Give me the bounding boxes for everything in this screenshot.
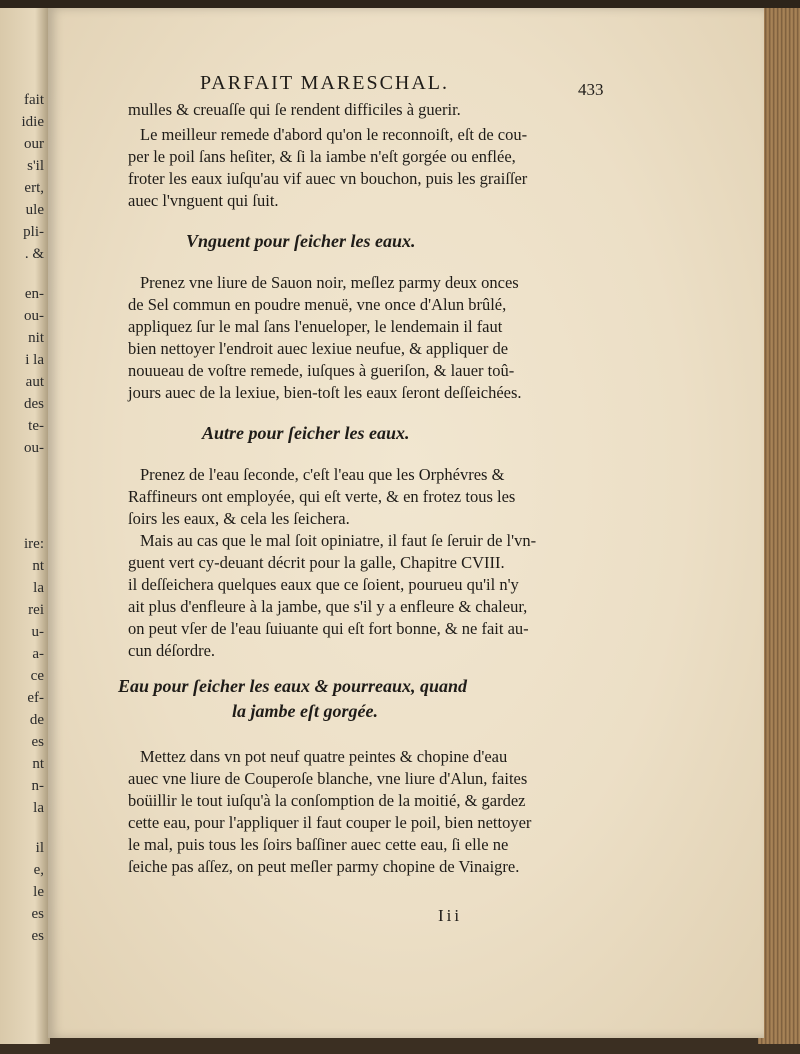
- section-heading-continued: la jambe eſt gorgée.: [232, 701, 378, 721]
- text-line: mulles & creuaſſe qui ſe rendent difficiles à guerir.: [128, 100, 461, 119]
- book-page: [48, 8, 764, 1038]
- text-line: auec vne liure de Couperoſe blanche, vne liure d'Alun, faites: [128, 769, 528, 788]
- facing-page-fragment: le: [33, 884, 44, 900]
- text-line: cun déſordre.: [128, 641, 216, 660]
- facing-page-fragment: e,: [33, 862, 44, 878]
- section-heading: Vnguent pour ſeicher les eaux.: [186, 231, 416, 251]
- facing-page-fragment: la: [33, 580, 44, 596]
- facing-page-fragment: es: [31, 906, 44, 922]
- text-line: on peut vſer de l'eau ſuiuante qui eſt fort bonne, & ne fait au-: [128, 619, 529, 638]
- facing-page-fragment: ou-: [24, 308, 44, 324]
- facing-page-fragment: i la: [25, 352, 44, 368]
- text-line: bien nettoyer l'endroit auec lexiue neufue, & appliquer de: [128, 339, 509, 358]
- facing-page-fragment: aut: [25, 374, 44, 390]
- text-line: auec l'vnguent qui ſuit.: [128, 191, 279, 210]
- facing-page-fragment: s'il: [27, 158, 44, 174]
- facing-page-fragment: il: [35, 840, 44, 856]
- text-line: froter les eaux iuſqu'au vif auec vn bouchon, puis les graiſſer: [128, 169, 528, 188]
- section-heading: Autre pour ſeicher les eaux.: [202, 423, 410, 443]
- text-line: le mal, puis tous les ſoirs baſſiner auec cette eau, ſi elle ne: [128, 835, 509, 854]
- facing-page-fragment: ce: [30, 668, 44, 684]
- facing-page-fragment: nit: [28, 330, 44, 346]
- page-stack-edge: [758, 8, 800, 1044]
- text-line: guent vert cy-deuant décrit pour la galle, Chapitre CVIII.: [128, 553, 505, 572]
- facing-page-fragment: pli-: [23, 224, 44, 240]
- facing-page-fragment: la: [33, 800, 44, 816]
- text-line: Mettez dans vn pot neuf quatre peintes & chopine d'eau: [140, 747, 508, 766]
- facing-page-fragment: te-: [28, 418, 44, 434]
- facing-page-fragment: u-: [31, 624, 44, 640]
- text-line: Le meilleur remede d'abord qu'on le reconnoiſt, eſt de cou-: [140, 125, 528, 144]
- facing-page-fragment: es: [31, 928, 44, 944]
- text-line: per le poil ſans heſiter, & ſi la iambe n'eſt gorgée ou enflée,: [128, 147, 516, 166]
- text-line: nouueau de voſtre remede, iuſques à gueriſon, & lauer toû-: [128, 361, 515, 380]
- facing-page-edge: [0, 8, 50, 1044]
- text-line: Prenez vne liure de Sauon noir, meſlez parmy deux onces: [140, 273, 519, 292]
- text-line: Mais au cas que le mal ſoit opiniatre, il faut ſe ſeruir de l'vn-: [140, 531, 537, 550]
- facing-page-fragment: ire:: [24, 536, 44, 552]
- facing-page-fragment: en-: [24, 286, 44, 302]
- text-line: ſeiche pas aſſez, on peut meſler parmy chopine de Vinaigre.: [128, 857, 520, 876]
- facing-page-fragment: es: [31, 734, 44, 750]
- text-line: jours auec de la lexiue, bien-toſt les eaux ſeront deſſeichées.: [128, 383, 522, 402]
- text-line: Prenez de l'eau ſeconde, c'eſt l'eau que les Orphévres &: [140, 465, 505, 484]
- facing-page-fragment: our: [24, 136, 44, 152]
- text-line: Raffineurs ont employée, qui eſt verte, & en frotez tous les: [128, 487, 516, 506]
- facing-page-fragment: n-: [31, 778, 44, 794]
- facing-page-fragment: des: [24, 396, 44, 412]
- facing-page-fragment: de: [29, 712, 44, 728]
- text-line: il deſſeichera quelques eaux que ce ſoient, pourueu qu'il n'y: [128, 575, 519, 594]
- section-heading: Eau pour ſeicher les eaux & pourreaux, quand: [118, 676, 468, 696]
- text-line: cette eau, pour l'appliquer il faut couper le poil, bien nettoyer: [128, 813, 532, 832]
- text-line: ſoirs les eaux, & cela les ſeichera.: [128, 509, 350, 528]
- facing-page-fragment: ef-: [27, 690, 44, 706]
- running-head: PARFAIT MARESCHAL.: [200, 72, 450, 94]
- facing-page-fragment: nt: [32, 558, 44, 574]
- facing-page-fragment: ou-: [24, 440, 44, 456]
- catchword-signature: Iii: [438, 906, 463, 925]
- facing-page-fragment: . &: [24, 246, 44, 262]
- text-line: appliquez ſur le mal ſans l'enueloper, le lendemain il faut: [128, 317, 503, 336]
- facing-page-fragment: fait: [24, 92, 44, 108]
- facing-page-fragment: ert,: [24, 180, 44, 196]
- facing-page-fragment: nt: [32, 756, 44, 772]
- facing-page-fragment: rei: [28, 602, 44, 618]
- page-number: 433: [578, 80, 604, 99]
- text-line: boüillir le tout iuſqu'à la conſomption de la moitié, & gardez: [128, 791, 526, 810]
- text-line: ait plus d'enfleure à la jambe, que s'il y a enfleure & chaleur,: [128, 597, 528, 616]
- facing-page-fragment: idie: [21, 114, 44, 130]
- facing-page-fragment: a-: [32, 646, 44, 662]
- text-line: de Sel commun en poudre menuë, vne once d'Alun brûlé,: [128, 295, 507, 314]
- facing-page-fragment: ule: [25, 202, 44, 218]
